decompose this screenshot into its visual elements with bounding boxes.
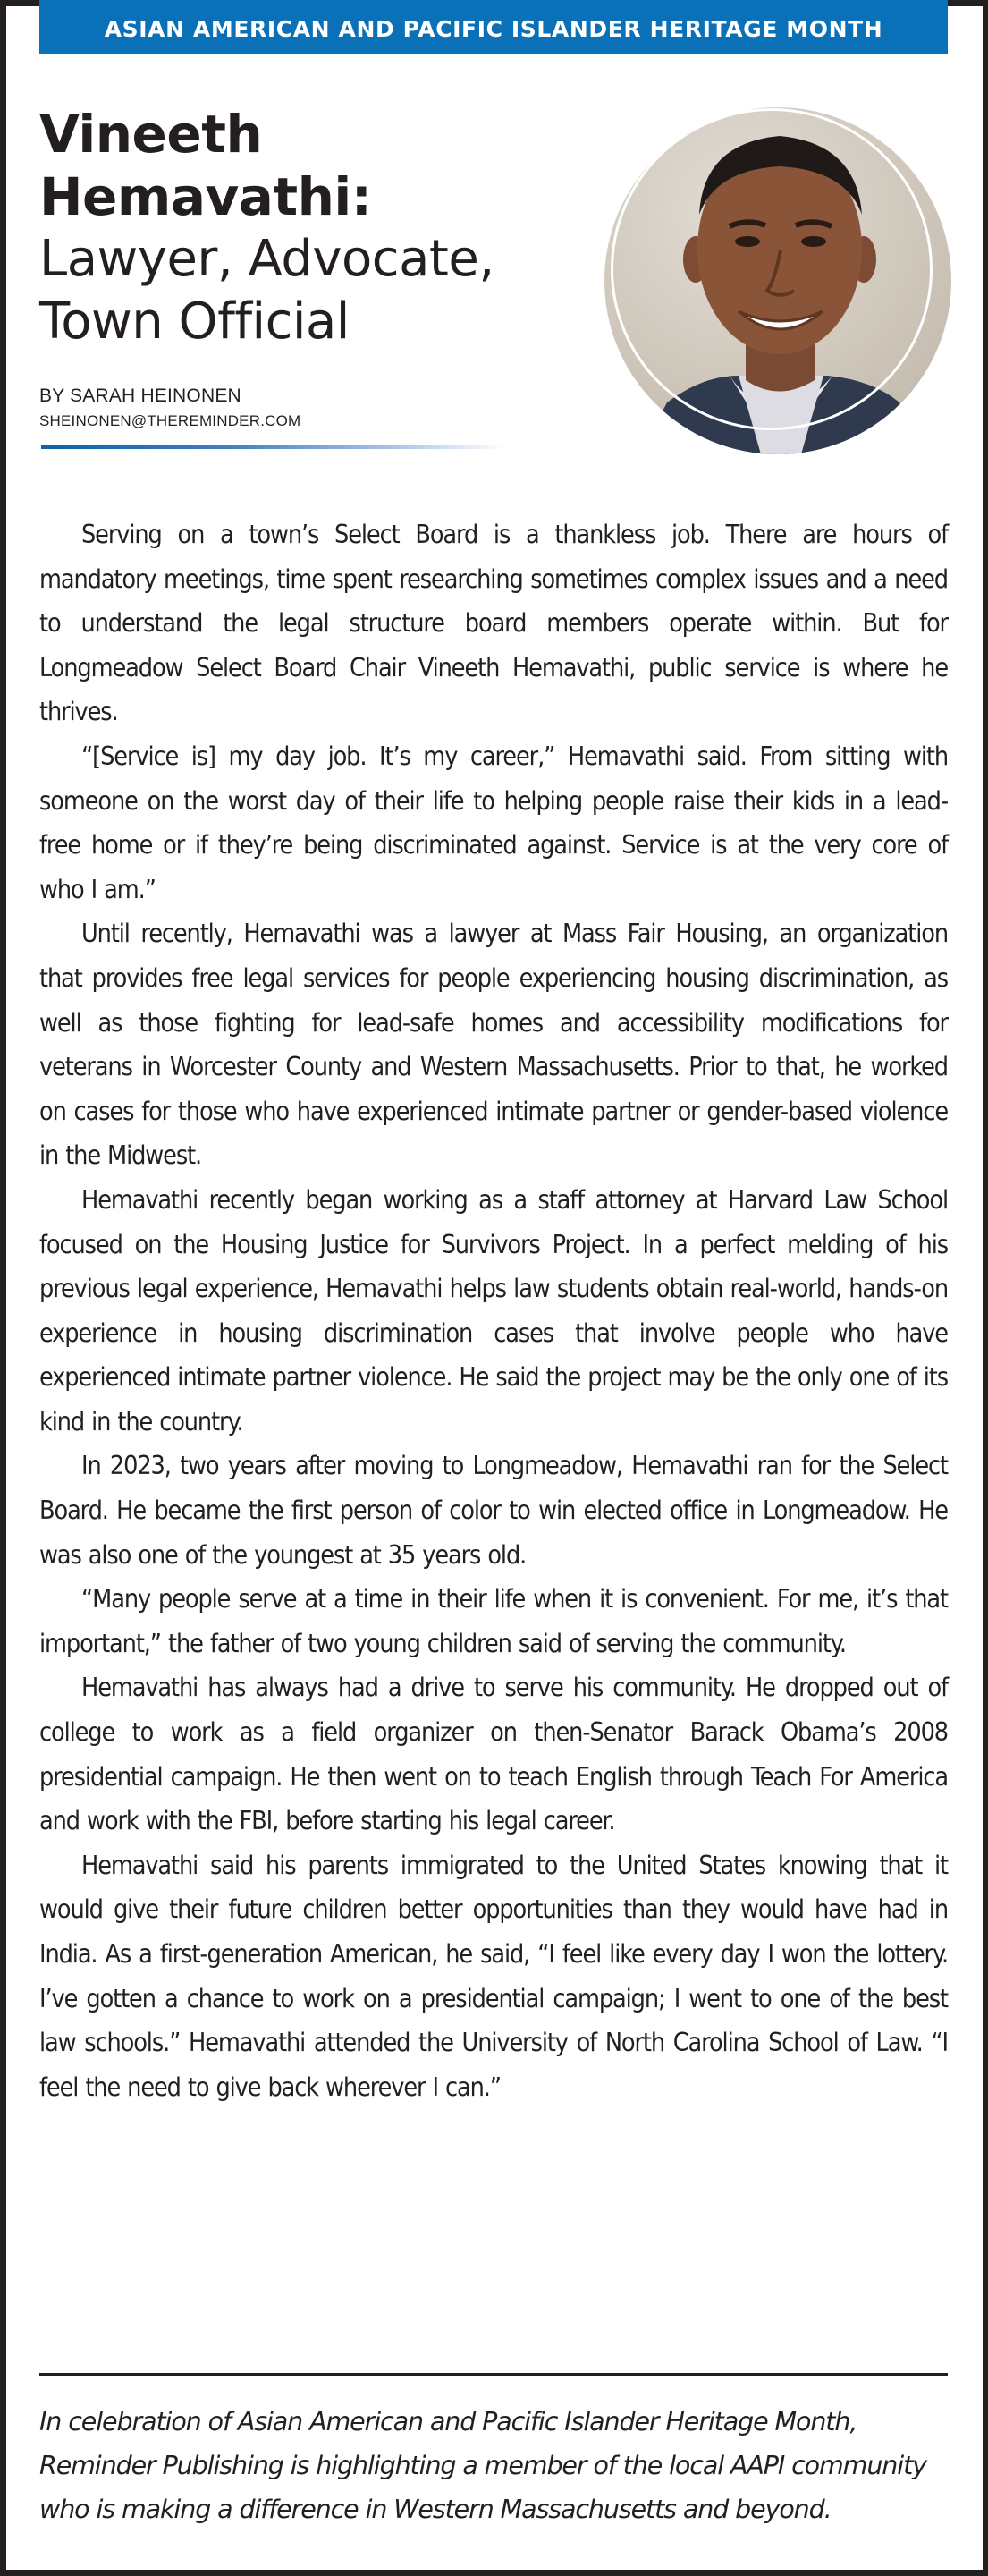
headline-subtitle-line2: Town Official — [39, 292, 350, 351]
headline-name: Vineeth Hemavathi: — [39, 104, 372, 227]
article-paragraph: Until recently, Hemavathi was a lawyer at Mass Fair Housing, an organization that provides free legal services for people experiencing housing discrimination, as well as those fighting for lead-safe homes and accessibility modifications for veterans in Worcester County and Western Massachusetts. Prior to that, he worked on cases for those who have experienced intimate partner or gender-based violence in the Midwest. — [39, 919, 948, 1171]
article-paragraph: In 2023, two years after moving to Longmeadow, Hemavathi ran for the Select Board. He became the first person of color to win elected office in Longmeadow. He was also one of the youngest at 35 years old. — [39, 1451, 948, 1570]
byline — [39, 386, 300, 430]
article-paragraph: “[Service is] my day job. It’s my career,” Hemavathi said. From sitting with someone on the worst day of their life to helping people raise their kids in a lead-free home or if they’re being discriminated against. Service is at the very core of who I am.” — [39, 741, 948, 904]
tagline-divider — [39, 2373, 948, 2376]
article-paragraph: Hemavathi recently began working as a staff attorney at Harvard Law School focused on the Housing Justice for Survivors Project. In a perfect melding of his previous legal experience, Hemavathi helps law students obtain real-world, hands-on experience in housing discrimination cases that involve people who have experienced intimate partner violence. He said the project may be the only one of its kind in the country. — [39, 1184, 948, 1436]
headline-subtitle-line1: Lawyer, Advocate, — [39, 230, 494, 288]
byline-email[interactable]: SHEINONEN@THEREMINDER.COM — [39, 412, 301, 429]
headline — [39, 103, 612, 353]
byline-divider — [41, 445, 506, 449]
article-page — [6, 6, 983, 2570]
heritage-month-banner — [39, 0, 948, 54]
article-paragraph: Hemavathi has always had a drive to serve his community. He dropped out of college to work as a field organizer on then-Senator Barack Obama’s 2008 presidential campaign. He then went on to teach English through Teach For America and work with the FBI, before starting his legal career. — [39, 1673, 948, 1836]
aapi-tagline: In celebration of Asian American and Pacific Islander Heritage Month, Reminder Publishing is highlighting a member of the local AAPI community who is making a difference in Western Massachusetts and beyond. — [39, 2407, 926, 2524]
article-paragraph: Hemavathi said his parents immigrated to the United States knowing that it would give their future children better opportunities than they would have had in India. As a first-generation American, he said, “I feel like every day I won the lottery. I’ve gotten a chance to work on a presidential campaign; I went to one of the best law schools.” Hemavathi attended the University of North Carolina School of Law. “I feel the need to give back wherever I can.” — [39, 1850, 948, 2102]
article-paragraph: Serving on a town’s Select Board is a thankless job. There are hours of mandatory meetings, time spent researching sometimes complex issues and a need to understand the legal structure board members operate within. But for Longmeadow Select Board Chair Vineeth Hemavathi, public service is where he thrives. — [39, 520, 948, 727]
article-paragraph: “Many people serve at a time in their life when it is convenient. For me, it’s that important,” the father of two young children said of serving the community. — [39, 1584, 948, 1658]
article-body — [39, 513, 948, 2109]
portrait-photo-icon — [604, 107, 951, 454]
byline-author: BY SARAH HEINONEN — [39, 386, 241, 406]
banner-text: ASIAN AMERICAN AND PACIFIC ISLANDER HERITAGE MONTH — [104, 15, 883, 42]
